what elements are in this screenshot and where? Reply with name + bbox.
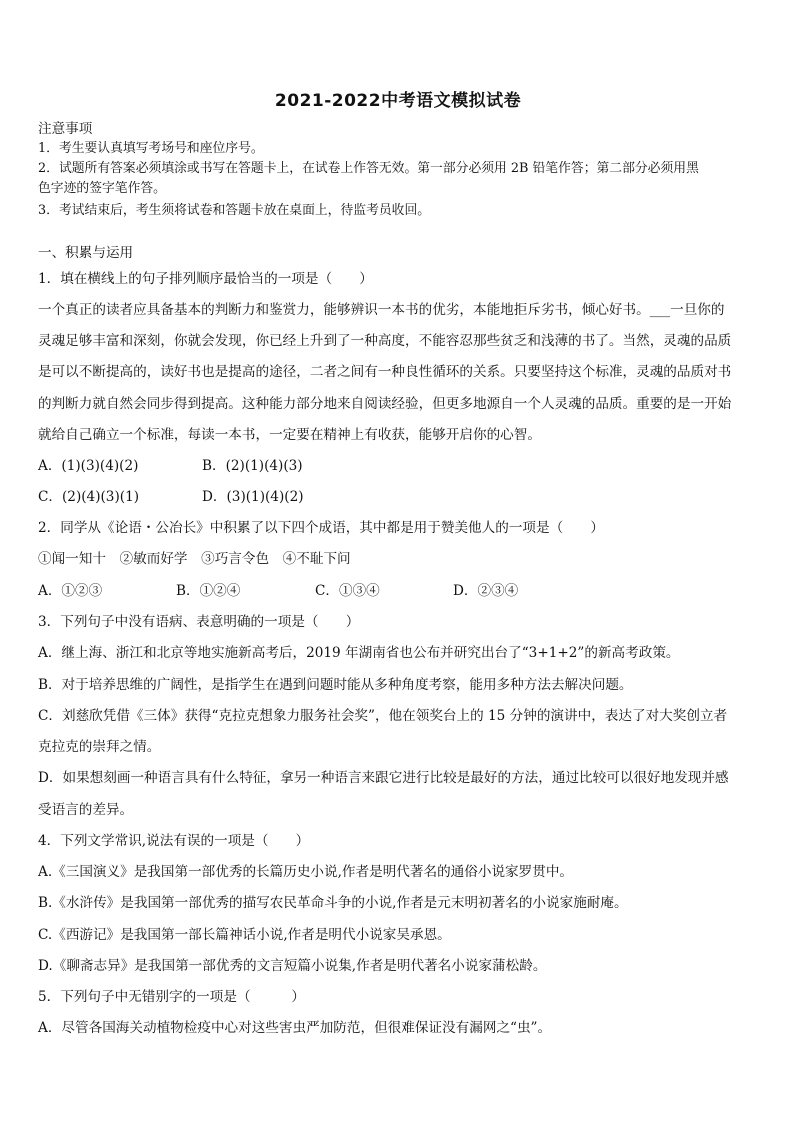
option-a: A．①②③ [38, 583, 103, 599]
question-2-options-row [38, 582, 518, 600]
question-3-option-line: B．对于培养思维的广阔性，是指学生在遇到问题时能从多种角度考察，能用多种方法去解决问题。 [38, 677, 633, 693]
question-1-stem: 1．填在横线上的句子排列顺序最恰当的一项是（ ） [38, 271, 373, 287]
question-2-stem: 2．同学从《论语・公冶长》中积累了以下四个成语，其中都是用于赞美他人的一项是（ ） [38, 520, 604, 536]
question-1-passage-line: 一个真正的读者应具备基本的判断力和鉴赏力，能够辨识一本书的优劣，本能地拒斥劣书，倾心好书。___一旦你的 [38, 302, 725, 318]
question-3-option-line: D．如果想刻画一种语言具有什么特征，拿另一种语言来跟它进行比较是最好的方法，通过比较可以很好地发现并感 [38, 770, 729, 786]
option-d: D．(3)(1)(4)(2) [202, 489, 304, 505]
question-1-options-row [38, 457, 303, 475]
question-5-stem: 5．下列句子中无错别字的一项是（ ） [38, 989, 305, 1005]
question-4-stem: 4．下列文学常识,说法有误的一项是（ ） [38, 833, 310, 849]
question-1-passage-line: 的判断力就自然会同步得到提高。这种能力部分地来自阅读经验，但更多地源自一个人灵魂的品质。重要的是一开始 [38, 396, 732, 412]
question-1-passage-line: 就给自己确立一个标准，每读一本书，一定要在精神上有收获，能够开启你的心智。 [38, 427, 541, 443]
option-b: B．①②④ [176, 583, 241, 599]
question-5-option-line: A．尽管各国海关动植物检疫中心对这些害虫严加防范，但很难保证没有漏网之“虫”。 [38, 1020, 552, 1036]
section-heading: 一、积累与运用 [38, 245, 134, 261]
question-1-passage-line: 灵魂足够丰富和深刻，你就会发现，你已经上升到了一种高度，不能容忍那些贫乏和浅薄的书了。当然，灵魂的品质 [38, 333, 732, 349]
question-4-option-line: A.《三国演义》是我国第一部优秀的长篇历史小说,作者是明代著名的通俗小说家罗贯中。 [38, 864, 574, 880]
question-3-option-line: 克拉克的崇拜之情。 [38, 739, 161, 755]
option-d: D．②③④ [453, 583, 519, 599]
note-line: 2．试题所有答案必须填涂或书写在答题卡上，在试卷上作答无效。第一部分必须用 2B 铅笔作答；第二部分必须用黑 [38, 161, 699, 176]
option-a: A．(1)(3)(4)(2) [38, 458, 139, 474]
page-title: 2021-2022中考语文模拟试卷 [274, 91, 522, 111]
question-4-option-line: D.《聊斋志异》是我国第一部优秀的文言短篇小说集,作者是明代著名小说家蒲松龄。 [38, 958, 547, 974]
question-1-options-row [38, 488, 304, 506]
question-3-option-line: A．继上海、浙江和北京等地实施新高考后，2019 年湖南省也公布并研究出台了“3+1+2”的新高考政策。 [38, 645, 680, 661]
question-3-stem: 3．下列句子中没有语病、表意明确的一项是（ ） [38, 614, 360, 630]
option-b: B．(2)(1)(4)(3) [202, 458, 303, 474]
question-2-items: ①闻一知十 ②敏而好学 ③巧言令色 ④不耻下问 [38, 551, 351, 567]
option-c: C．(2)(4)(3)(1) [38, 489, 140, 505]
note-line: 色字迹的签字笔作答。 [38, 181, 166, 196]
question-3-option-line: C．刘慈欣凭借《三体》获得“克拉克想象力服务社会奖”，他在领奖台上的 15 分钟的演讲中，表达了对大奖创立者 [38, 708, 728, 724]
notes-heading: 注意事项 [38, 121, 93, 137]
note-line: 1．考生要认真填写考场号和座位序号。 [38, 141, 264, 156]
question-1-passage-line: 是可以不断提高的，读好书也是提高的途径，二者之间有一种良性循环的关系。只要坚持这个标准，灵魂的品质对书 [38, 364, 732, 380]
question-4-option-line: C.《西游记》是我国第一部长篇神话小说,作者是明代小说家吴承恩。 [38, 927, 451, 943]
option-c: C．①③④ [315, 583, 380, 599]
note-line: 3．考试结束后，考生须将试卷和答题卡放在桌面上，待监考员收回。 [38, 203, 431, 218]
question-4-option-line: B.《水浒传》是我国第一部优秀的描写农民革命斗争的小说,作者是元末明初著名的小说家施耐庵。 [38, 895, 628, 911]
question-3-option-line: 受语言的差异。 [38, 802, 134, 818]
